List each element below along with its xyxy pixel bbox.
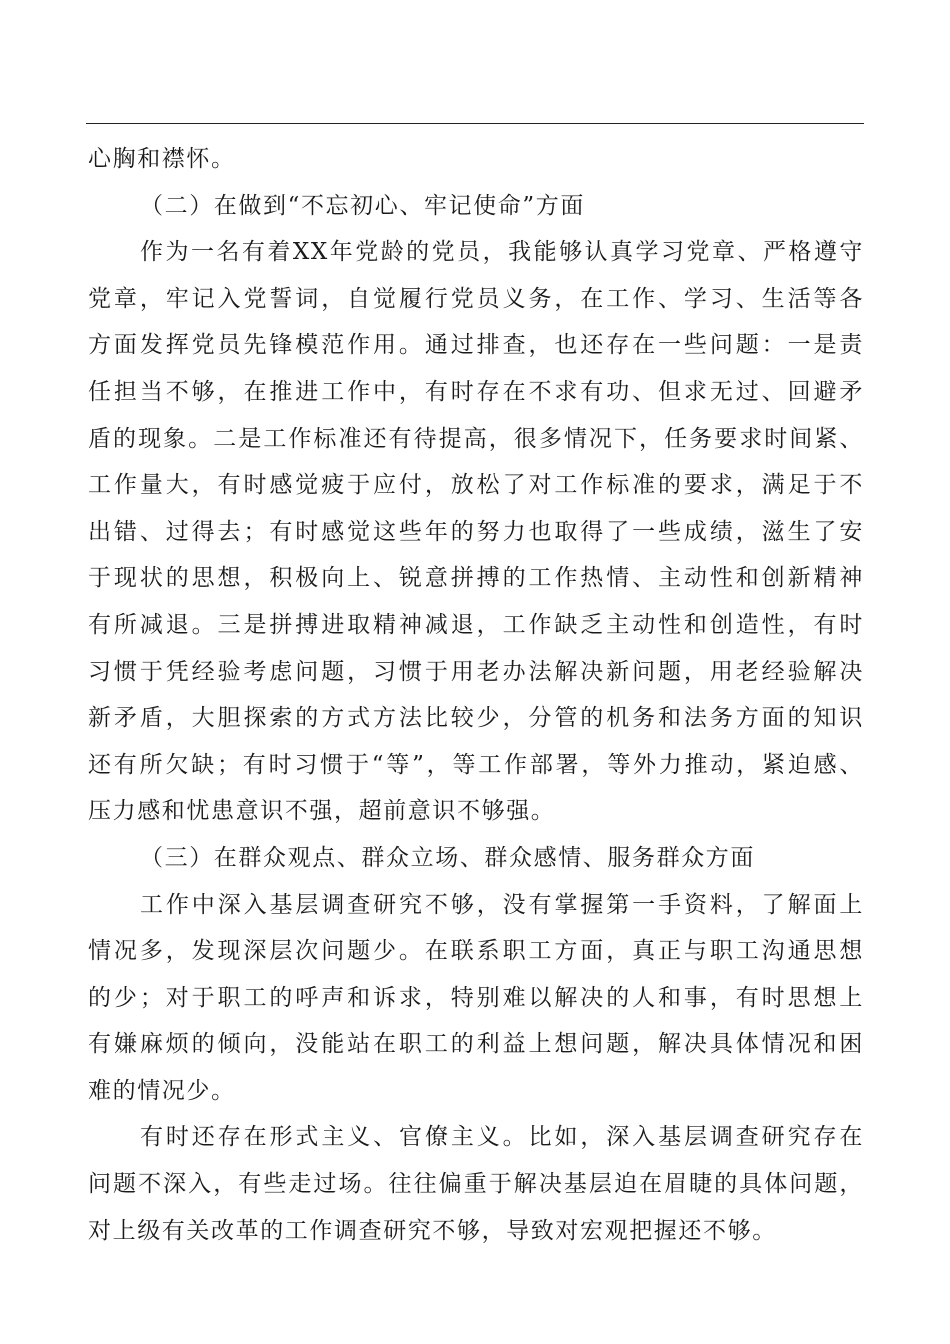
paragraph-line: 情况多，发现深层次问题少。在联系职工方面，真正与职工沟通思想: [88, 938, 864, 965]
paragraph-line: 出错、过得去；有时感觉这些年的努力也取得了一些成绩，滋生了安: [88, 518, 864, 545]
section-heading-3: （三）在群众观点、群众立场、群众感情、服务群众方面: [140, 844, 755, 871]
paragraph-line: 的少；对于职工的呼声和诉求，特别难以解决的人和事，有时思想上: [88, 984, 864, 1011]
paragraph-line: 作为一名有着XX年党龄的党员，我能够认真学习党章、严格遵守: [140, 239, 864, 266]
paragraph-line: 问题不深入，有些走过场。往往偏重于解决基层迫在眉睫的具体问题，: [88, 1171, 864, 1198]
paragraph-line: 习惯于凭经验考虑问题，习惯于用老办法解决新问题，用老经验解决: [88, 658, 864, 685]
paragraph-line: 任担当不够，在推进工作中，有时存在不求有功、但求无过、回避矛: [88, 378, 864, 405]
paragraph-line: 心胸和襟怀。: [88, 146, 236, 172]
paragraph-line: 工作中深入基层调查研究不够，没有掌握第一手资料，了解面上: [140, 891, 864, 918]
paragraph-line: 有时还存在形式主义、官僚主义。比如，深入基层调查研究存在: [140, 1124, 864, 1151]
paragraph-line: 党章，牢记入党誓词，自觉履行党员义务，在工作、学习、生活等各: [88, 285, 864, 312]
paragraph-line: 新矛盾，大胆探索的方式方法比较少，分管的机务和法务方面的知识: [88, 705, 864, 732]
paragraph-line: 于现状的思想，积极向上、锐意拼搏的工作热情、主动性和创新精神: [88, 565, 864, 592]
paragraph-line: 有嫌麻烦的倾向，没能站在职工的利益上想问题，解决具体情况和困: [88, 1031, 864, 1058]
paragraph-line: 有所减退。三是拼搏进取精神减退，工作缺乏主动性和创造性，有时: [88, 611, 864, 638]
header-rule: [86, 123, 864, 124]
section-heading-2: （二）在做到“不忘初心、牢记使命”方面: [140, 192, 585, 219]
paragraph-line: 盾的现象。二是工作标准还有待提高，很多情况下，任务要求时间紧、: [88, 425, 864, 452]
paragraph-line: 方面发挥党员先锋模范作用。通过排查，也还存在一些问题：一是责: [88, 332, 864, 359]
paragraph-line: 还有所欠缺；有时习惯于“等”，等工作部署，等外力推动，紧迫感、: [88, 751, 864, 778]
paragraph-line: 难的情况少。: [88, 1077, 236, 1104]
paragraph-line: 工作量大，有时感觉疲于应付，放松了对工作标准的要求，满足于不: [88, 472, 864, 499]
document-body: [88, 136, 864, 1254]
paragraph-line: 对上级有关改革的工作调查研究不够，导致对宏观把握还不够。: [88, 1217, 777, 1244]
paragraph-line: 压力感和忧患意识不强，超前意识不够强。: [88, 798, 556, 825]
